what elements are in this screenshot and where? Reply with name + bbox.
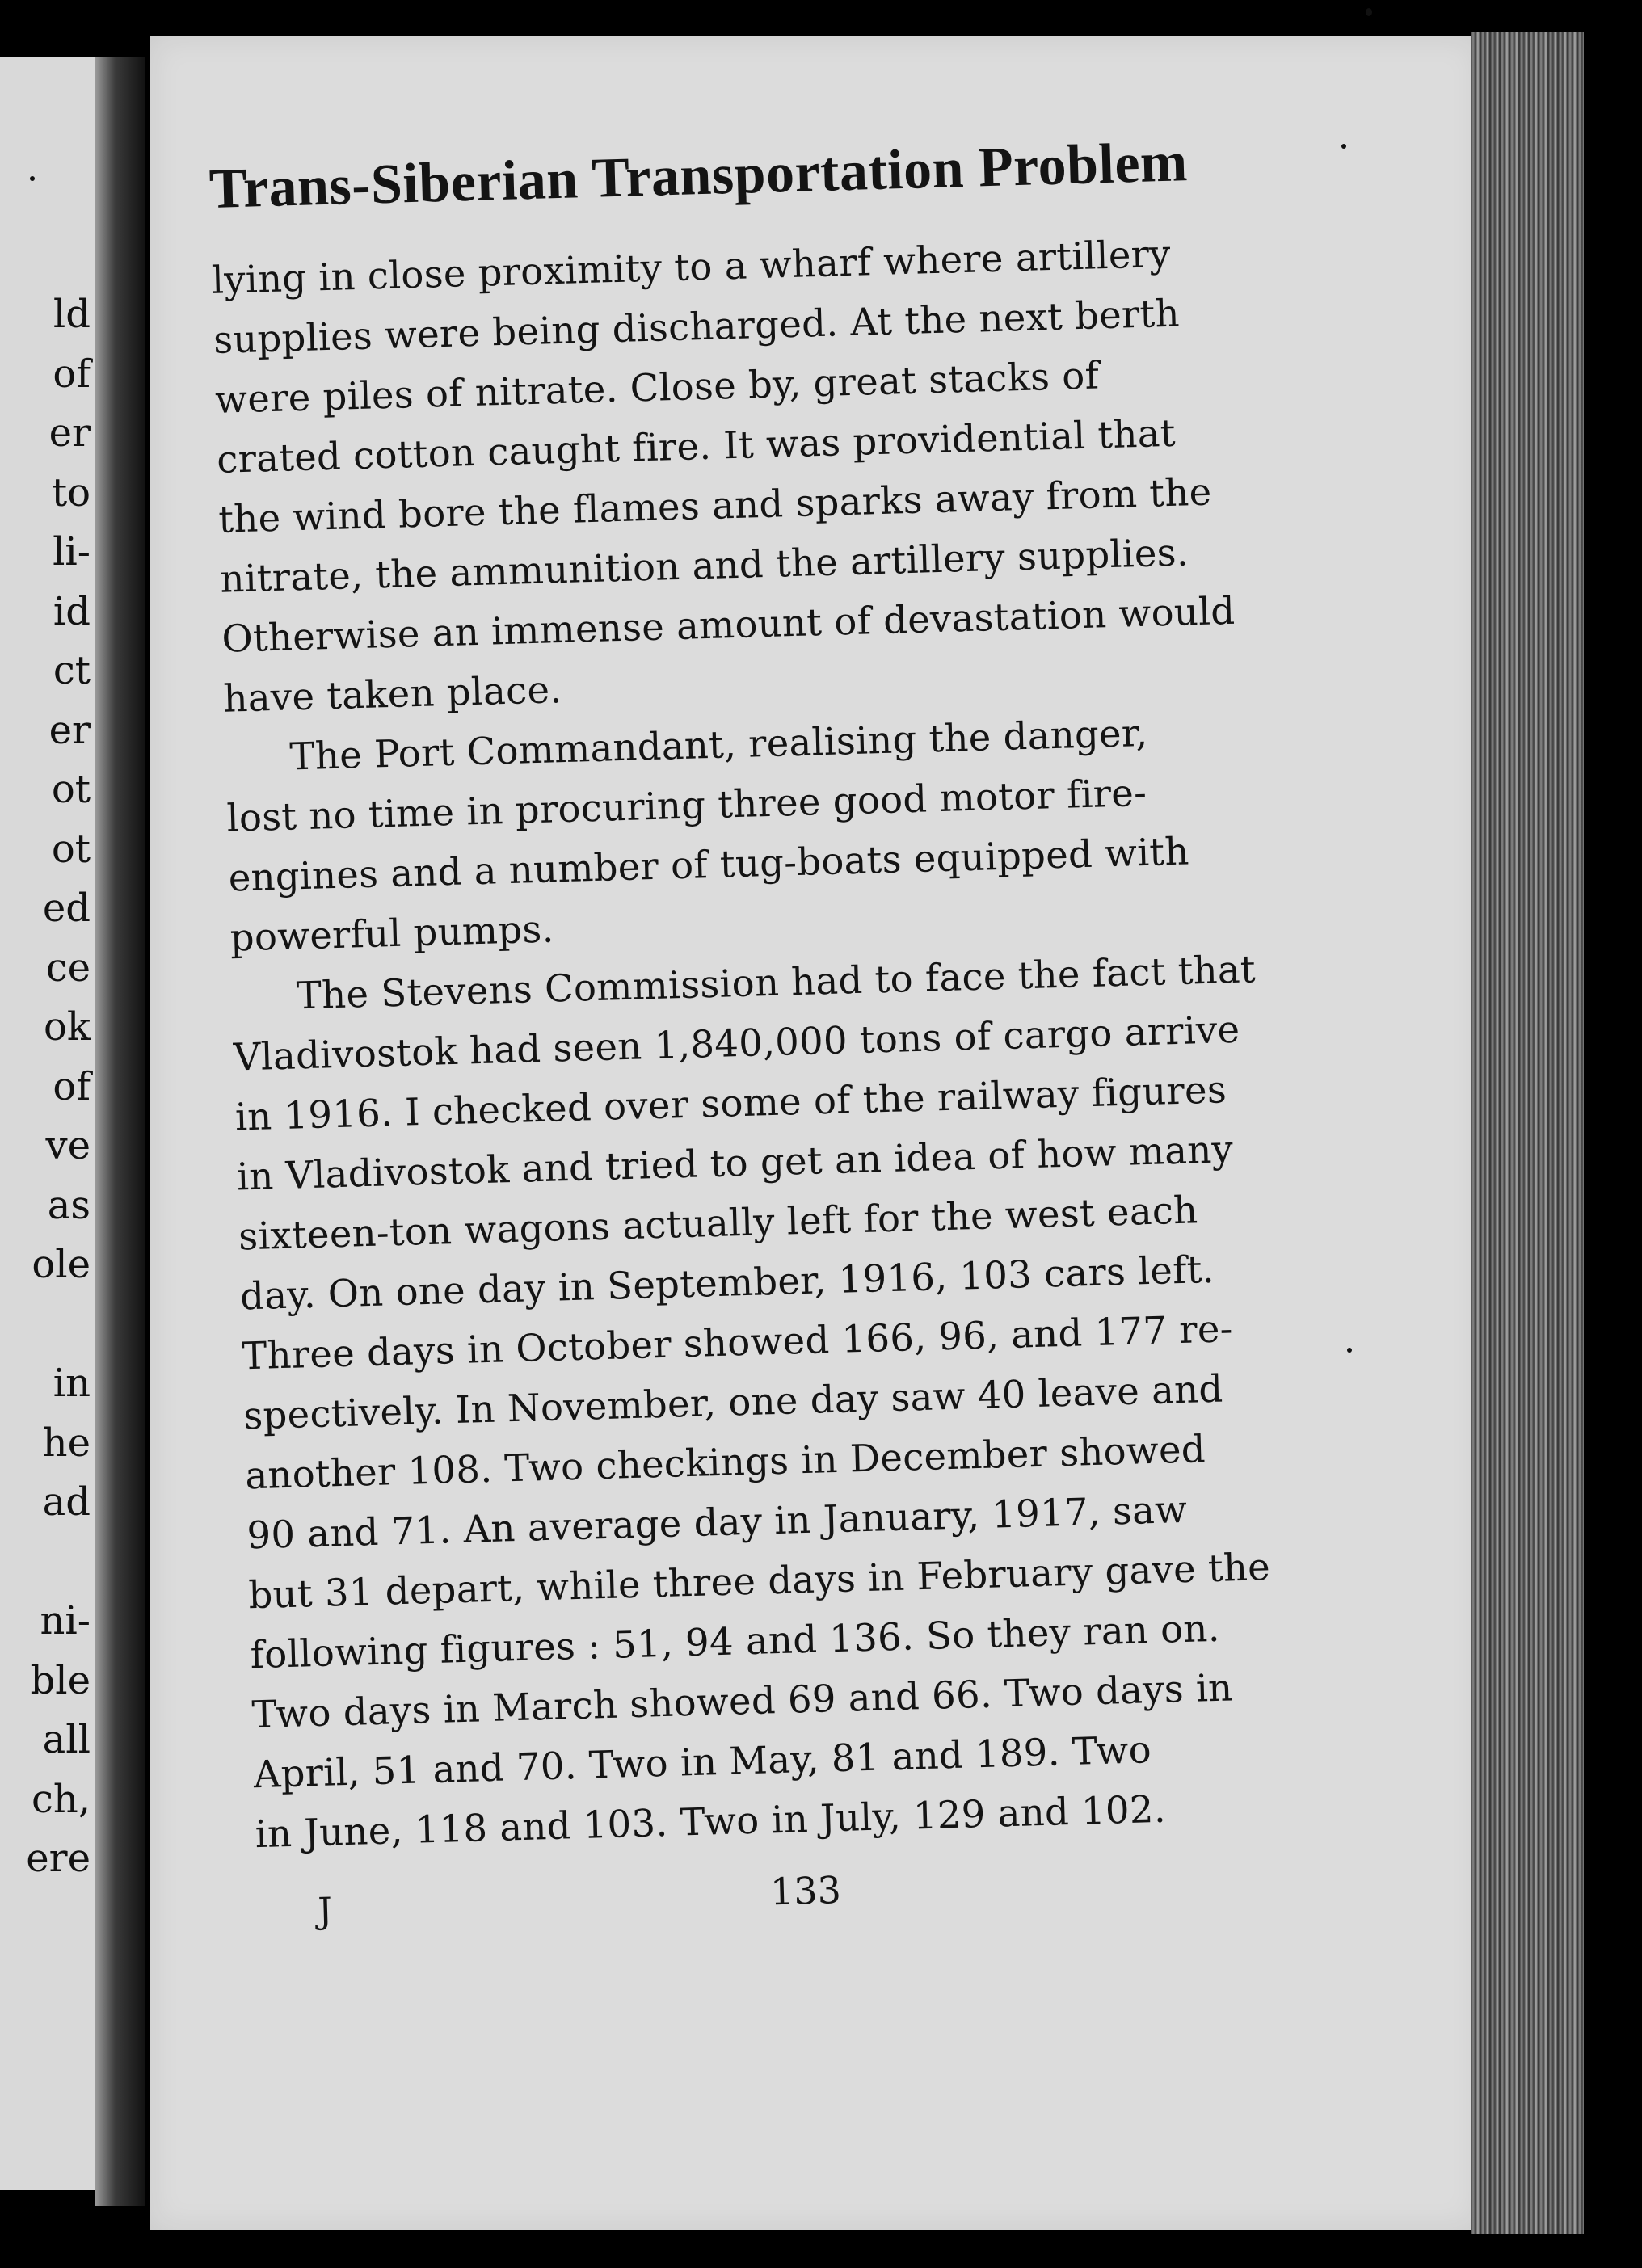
left-page-fragment: ce — [45, 945, 91, 991]
left-page-fragment: in — [53, 1361, 91, 1406]
text-line: The Stevens Commission had to face the fact that — [296, 947, 1257, 1018]
left-page-fragment: he — [42, 1420, 91, 1466]
left-page-fragment: er — [48, 410, 91, 456]
text-line: lying in close proximity to a wharf where artillery — [211, 231, 1172, 302]
text-line: were piles of nitrate. Close by, great stacks of — [214, 353, 1100, 422]
dust-speck — [1341, 144, 1346, 149]
page-number: 133 — [769, 1867, 842, 1914]
body-text — [211, 221, 1330, 1864]
text-line: supplies were being discharged. At the next berth — [213, 291, 1181, 362]
text-line: powerful pumps. — [229, 907, 555, 960]
left-page-fragment: of — [53, 1063, 91, 1109]
text-line: sixteen-ton wagons actually left for the west each — [238, 1188, 1199, 1259]
text-line: engines and a number of tug-boats equipped with — [228, 829, 1190, 900]
page-content — [208, 132, 1333, 1969]
text-line: spectively. In November, one day saw 40 leave and — [242, 1366, 1224, 1438]
left-page-fragment: ere — [26, 1836, 91, 1881]
text-line: April, 51 and 70. Two in May, 81 and 189. Two — [253, 1727, 1152, 1797]
text-line: 90 and 71. An average day in January, 1917, saw — [246, 1487, 1188, 1558]
left-page-fragment: as — [47, 1182, 91, 1228]
left-page-fragment: ot — [51, 826, 91, 872]
left-page-fragment: all — [42, 1717, 91, 1762]
left-page-fragment: ni- — [40, 1598, 91, 1643]
left-page-fragment: ed — [42, 886, 91, 931]
left-page-fragment: ve — [45, 1123, 91, 1168]
text-line: have taken place. — [222, 667, 563, 721]
text-line: another 108. Two checkings in December showed — [244, 1427, 1206, 1498]
left-page-fragment: ok — [44, 1004, 91, 1050]
dust-speck — [1347, 1348, 1352, 1353]
book-gutter — [95, 57, 145, 2206]
text-line: The Port Commandant, realising the danger, — [288, 710, 1149, 779]
left-page-fragment: ot — [51, 767, 91, 812]
left-page-fragment: ole — [32, 1242, 91, 1287]
text-line: in June, 118 and 103. Two in July, 129 and 102. — [255, 1786, 1167, 1857]
text-line: following figures : 51, 94 and 136. So they ran on. — [249, 1605, 1221, 1677]
dust-speck — [1366, 8, 1372, 16]
left-page-fragment: li- — [53, 529, 91, 574]
left-page-fragment: ble — [30, 1657, 91, 1703]
left-page-fragment: ld — [53, 292, 91, 337]
left-page-fragment: ad — [42, 1479, 91, 1525]
text-line: the wind bore the flames and sparks away from the — [217, 469, 1213, 541]
text-line: in 1916. I checked over some of the railway figures — [234, 1067, 1227, 1139]
text-line: Vladivostok had seen 1,840,000 tons of cargo arrive — [233, 1007, 1241, 1079]
left-page-fragment: er — [48, 707, 91, 753]
left-page-fragment: ct — [53, 648, 91, 693]
text-line: crated cotton caught fire. It was providential that — [216, 410, 1177, 482]
text-line: lost no time in procuring three good motor fire- — [225, 770, 1147, 840]
text-line: in Vladivostok and tried to get an idea of how many — [236, 1127, 1234, 1199]
text-line: day. On one day in September, 1916, 103 cars left. — [239, 1247, 1215, 1319]
left-page-fragment: ch, — [31, 1776, 91, 1822]
signature-mark: J — [317, 1890, 333, 1933]
dust-speck — [30, 176, 35, 181]
text-line: Otherwise an immense amount of devastation would — [221, 588, 1236, 661]
text-line: but 31 depart, while three days in February gave the — [247, 1545, 1271, 1618]
running-head: Trans-Siberian Transportation Problem — [208, 131, 1189, 221]
text-line: Two days in March showed 69 and 66. Two days in — [251, 1665, 1234, 1737]
text-line: nitrate, the ammunition and the artillery supplies. — [219, 530, 1189, 601]
page-edges — [1471, 32, 1584, 2234]
left-page-fragment: to — [51, 469, 91, 515]
text-line: Three days in October showed 166, 96, and 177 re- — [241, 1307, 1234, 1378]
left-page-fragment: of — [53, 351, 91, 397]
left-page-fragment: id — [53, 588, 91, 634]
